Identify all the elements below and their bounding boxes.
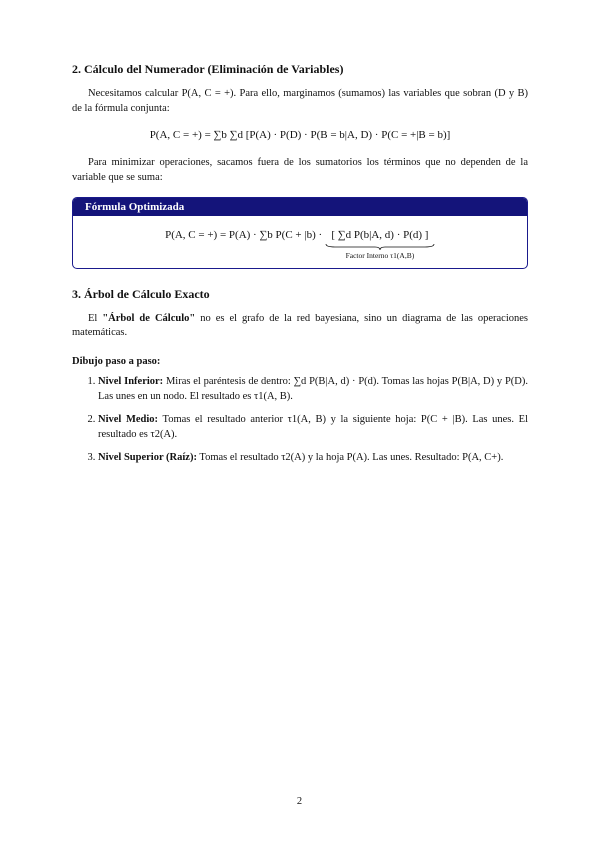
optimized-formula-inner: [ ∑d P(b|A, d) · P(d) ] bbox=[331, 229, 429, 241]
step-text: Tomas el resultado τ2(A) y la hoja P(A). Las unes. Resultado: P(A, C+). bbox=[199, 452, 504, 463]
steps-list bbox=[72, 375, 528, 466]
section-2-paragraph-1: Necesitamos calcular P(A, C = +). Para ello, marginamos (sumamos) las variables que sobran (D y B) de la fórmula conjunta: bbox=[72, 88, 528, 114]
step-text: Tomas el resultado anterior τ1(A, B) y la siguiente hoja: P(C + |B). Las unes. El resultado es τ2(A). bbox=[98, 414, 528, 440]
step-label: Nivel Inferior: bbox=[98, 376, 164, 387]
step-text: Miras el paréntesis de dentro: ∑d P(B|A, d) · P(d). Tomas las hojas P(B|A, D) y P(D). Las unes en un nodo. El resultado es τ1(A, B). bbox=[98, 376, 528, 402]
inner-factor-note: Factor Interno τ1(A,B) bbox=[345, 250, 415, 260]
step-label: Nivel Medio: bbox=[98, 414, 159, 425]
section-2-paragraph-2: Para minimizar operaciones, sacamos fuera de los sumatorios los términos que no dependen de la variable que se suma: bbox=[72, 157, 528, 183]
optimized-formula-body bbox=[73, 216, 527, 268]
optimized-formula-left: P(A, C = +) = P(A) · ∑b P(C + |b) · bbox=[165, 229, 323, 241]
joint-formula bbox=[72, 126, 528, 144]
underbrace-icon bbox=[325, 243, 435, 251]
section-3 bbox=[72, 287, 528, 466]
step-item bbox=[98, 413, 528, 442]
section-2-heading: 2. Cálculo del Numerador (Eliminación de Variables) bbox=[72, 62, 344, 76]
optimized-formula-title: Fórmula Optimizada bbox=[73, 198, 527, 216]
section-3-paragraph bbox=[72, 312, 528, 341]
inner-factor-group bbox=[325, 228, 435, 260]
step-item bbox=[98, 451, 528, 466]
joint-formula-text: P(A, C = +) = ∑b ∑d [P(A) · P(D) · P(B = b|A, D) · P(C = +|B = b)] bbox=[149, 129, 451, 141]
section-3-para-suffix: no es el grafo de la red bayesiana, sino un diagrama de las operaciones matemáticas. bbox=[72, 312, 528, 338]
section-3-para-bold: "Árbol de Cálculo" bbox=[102, 312, 196, 324]
step-label: Nivel Superior (Raíz): bbox=[98, 452, 197, 463]
steps-subheading: Dibujo paso a paso: bbox=[72, 355, 161, 367]
step-item bbox=[98, 375, 528, 404]
page-number: 2 bbox=[296, 796, 303, 807]
section-3-para-prefix: El bbox=[88, 312, 103, 324]
section-3-heading: 3. Árbol de Cálculo Exacto bbox=[72, 286, 210, 301]
optimized-formula-box bbox=[72, 197, 528, 269]
document-page bbox=[72, 62, 528, 475]
